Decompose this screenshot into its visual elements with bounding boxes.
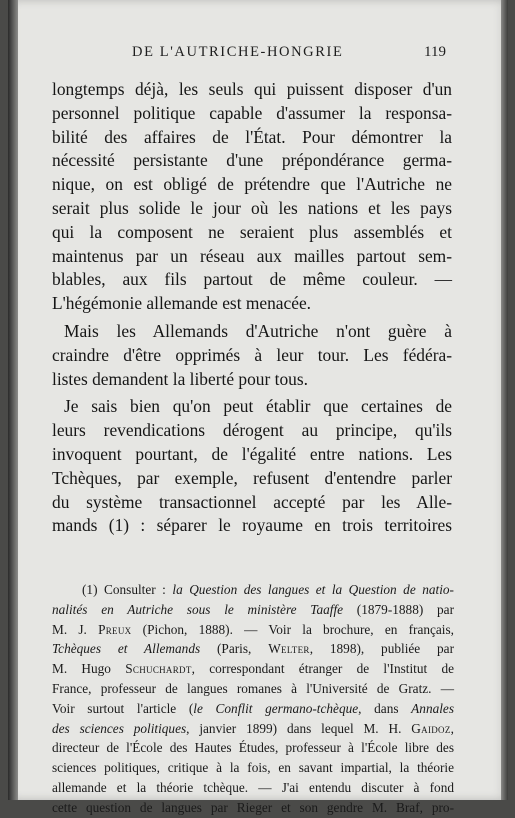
text-line: serait plus solide le jour où les nations et les pays xyxy=(52,197,452,218)
text-line: L'hégémonie allemande est menacée. xyxy=(52,293,312,314)
text-line: longtemps déjà, les seuls qui puissent disposer d'un xyxy=(52,79,452,99)
footnote-line: Tchèques et Allemands (Paris, Welter, 1898), publiée par xyxy=(52,641,455,657)
footnote-line: M. J. Preux (Pichon, 1888). — Voir la brochure, en français, xyxy=(52,621,454,637)
text-line: Mais les Allemands d'Autriche n'ont guère à xyxy=(64,320,452,341)
footnote-line: des sciences politiques, janvier 1899) dans lequel M. H. Gaidoz, xyxy=(52,720,454,736)
footnote-line: directeur de l'École des Hautes Études, professeur à l'École libre des xyxy=(52,740,454,756)
text-line: nique, on est obligé de prétendre que l'Autriche ne xyxy=(52,174,452,195)
text-line: leurs revendications dérogent au principe, qu'ils xyxy=(52,420,452,441)
text-line: Tchèques, par exemple, refusent d'entendre parler xyxy=(52,467,452,488)
book-page xyxy=(8,0,508,815)
footnote-line: (1) Consulter : la Question des langues et la Question de natio- xyxy=(82,582,454,597)
body-text xyxy=(52,78,452,538)
text-line: Je sais bien qu'on peut établir que certaines de xyxy=(64,396,452,417)
text-line: nécessité persistante d'une prépondérance germa- xyxy=(52,150,452,171)
running-title: DE L'AUTRICHE-HONGRIE xyxy=(132,44,344,60)
paragraph xyxy=(52,78,452,316)
footnote-line: allemande et la théorie tchèque. — J'ai entendu discuter à fond xyxy=(52,779,454,795)
paragraph xyxy=(52,320,452,391)
footnote-line: M. Hugo Schuchardt, correspondant étranger de l'Institut de xyxy=(52,661,454,677)
footnote xyxy=(52,580,454,818)
paragraph xyxy=(52,395,452,538)
footnote-line: Voir surtout l'article (le Conflit germano-tchèque, dans Annales xyxy=(52,700,455,716)
text-line: personnel politique capable d'assumer la responsa- xyxy=(52,102,452,123)
text-line: maintenus par un réseau aux mailles partout sem- xyxy=(52,245,452,266)
footnote-line: France, professeur de langues romanes à l'Université de Gratz. — xyxy=(52,680,454,696)
book-spine-shadow xyxy=(8,0,18,800)
footnote-line: sciences politiques, critique à la fois, en savant impartial, la théorie xyxy=(52,760,454,776)
text-line: invoquent pourtant, de l'égalité entre nations. Les xyxy=(52,443,452,464)
text-line: listes demandent la liberté pour tous. xyxy=(52,368,308,389)
page-edge-shadow xyxy=(501,0,508,800)
text-line: mands (1) : séparer le royaume en trois territoires xyxy=(52,515,452,536)
footnote-line: cette question de langues par Rieger et son gendre M. Braf, pro- xyxy=(52,799,454,815)
text-line: bilité des affaires de l'État. Pour démontrer la xyxy=(52,126,452,147)
page-number: 119 xyxy=(424,44,446,60)
footnote-line: nalités en Autriche sous le ministère Taaffe (1879-1888) par xyxy=(52,601,454,617)
text-line: blables, aux fils partout de même couleur. — xyxy=(52,269,452,290)
text-line: du système transactionnel accepté par les Alle- xyxy=(52,491,452,512)
page-header xyxy=(8,44,508,64)
text-line: qui la composent ne seraient plus assemblés et xyxy=(52,221,452,242)
text-line: craindre d'être opprimés à leur tour. Les fédéra- xyxy=(52,344,452,365)
